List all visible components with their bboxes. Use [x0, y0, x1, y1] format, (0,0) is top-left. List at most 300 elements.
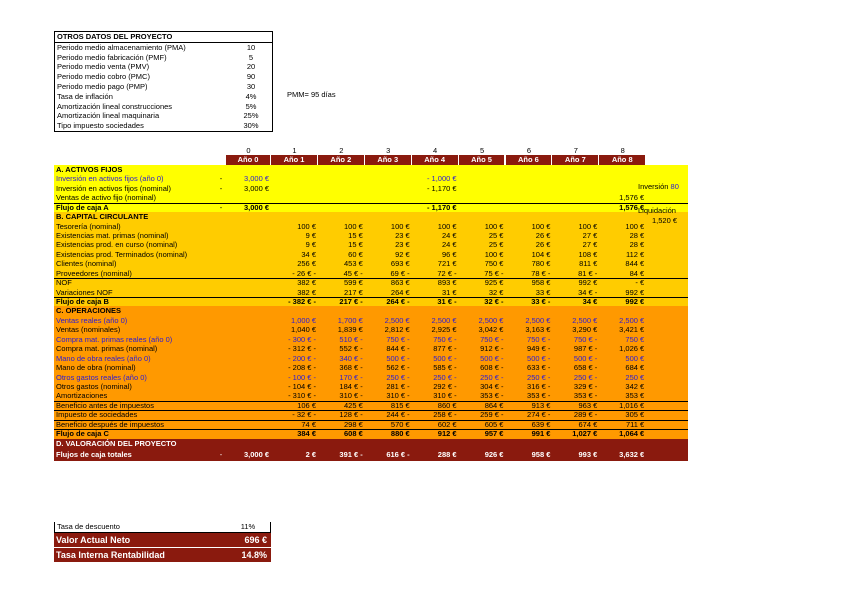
table-row [54, 400, 645, 410]
row-value: 863 € [390, 278, 410, 288]
row-value: 23 € [395, 240, 410, 250]
row-value: 25 € [488, 230, 504, 240]
row-value [506, 212, 553, 221]
row-sign: - [219, 202, 223, 212]
side-liquidacion-value: 1,520 € [652, 216, 678, 225]
header-number: 6 [526, 146, 532, 155]
row-value [506, 203, 553, 212]
row-value: 500 € - [433, 353, 457, 363]
other-data-label: Tipo impuesto sociedades [57, 121, 144, 131]
row-value: - € [635, 278, 645, 288]
row-value: 608 € - [480, 363, 504, 373]
row-value: 288 € [437, 450, 457, 459]
row-value: 259 € - [480, 410, 504, 420]
row-value: 32 € [488, 287, 504, 297]
other-data-label: Periodo medio almacenamiento (PMA) [57, 42, 186, 52]
row-value: 844 € [625, 259, 645, 269]
header-number: 2 [339, 146, 344, 155]
row-value: 992 € [625, 297, 645, 306]
row-value [271, 174, 318, 183]
row-value: 608 € [344, 429, 363, 439]
row-value [226, 288, 271, 297]
row-sign: - [219, 174, 223, 184]
row-value: 34 € [582, 297, 598, 306]
row-value [226, 439, 271, 448]
row-value: 26 € [535, 230, 551, 240]
header-number: 4 [433, 146, 438, 155]
row-value: 368 € - [339, 363, 363, 373]
row-value: 353 € [625, 391, 645, 401]
row-value: 250 € - [433, 372, 457, 382]
row-value: 1,016 € [619, 400, 645, 410]
row-value [552, 306, 599, 315]
row-value: 27 € [582, 240, 598, 250]
row-label: D. VALORACIÓN DEL PROYECTO [56, 438, 177, 448]
row-value [506, 193, 553, 202]
row-value: 24 € [441, 240, 457, 250]
other-data-label: Amortización lineal construcciones [57, 101, 173, 111]
row-value [506, 439, 553, 448]
header-number: 8 [620, 146, 625, 155]
row-value: 281 € - [386, 381, 410, 391]
row-value [365, 174, 412, 183]
row-value [552, 193, 599, 202]
row-label: Ventas reales (año 0) [56, 315, 128, 325]
row-value: 3,042 € [478, 325, 504, 335]
other-data-value: 5% [245, 101, 257, 111]
row-value: 912 € [437, 429, 457, 439]
row-label: Otros gastos reales (año 0) [56, 372, 147, 382]
row-label: Compra mat. primas reales (año 0) [56, 334, 173, 344]
row-value: 599 € [344, 278, 363, 288]
side-inversion [638, 182, 679, 191]
row-value [412, 165, 459, 174]
row-value [226, 344, 271, 353]
table-row [54, 165, 634, 174]
row-value: 342 € [625, 381, 645, 391]
row-value: 391 € - [339, 450, 363, 459]
row-value: 425 € [344, 400, 363, 410]
row-value [271, 306, 318, 315]
row-value [552, 165, 599, 174]
table-row [54, 174, 634, 183]
row-value: 106 € [297, 400, 316, 410]
row-label: Ventas (nominales) [56, 325, 121, 335]
row-value [226, 429, 271, 438]
row-value: 184 € - [339, 381, 363, 391]
row-value: 711 € [625, 419, 645, 429]
van-label: Valor Actual Neto [56, 534, 131, 545]
table-row [54, 334, 645, 344]
row-value [226, 165, 271, 174]
row-label: Flujo de caja C [56, 429, 109, 439]
row-value [506, 306, 553, 315]
table-row [54, 315, 645, 325]
row-value: 2 € [305, 450, 316, 459]
row-label: Flujos de caja totales [56, 450, 132, 459]
row-value: 305 € [625, 410, 645, 420]
row-value: 815 € [390, 400, 410, 410]
row-value [365, 193, 412, 202]
row-value: 27 € [582, 230, 598, 240]
table-row [54, 230, 645, 240]
other-data-row [55, 102, 272, 112]
other-data-row [55, 92, 272, 102]
other-data-value: 10 [246, 42, 256, 52]
other-data-label: Periodo medio venta (PMV) [57, 62, 150, 72]
row-value: 28 € [629, 230, 645, 240]
row-value: 880 € [390, 429, 410, 439]
row-value [412, 439, 459, 448]
row-value: 112 € [625, 249, 645, 259]
table-row [54, 439, 634, 448]
header-year: Año 5 [459, 155, 505, 164]
row-value: 811 € [579, 259, 598, 269]
row-label: Flujo de caja A [56, 202, 109, 212]
header-year: Año 0 [226, 155, 270, 164]
row-value: 750 € - [480, 334, 504, 344]
other-data-label: Periodo medio fabricación (PMF) [57, 52, 167, 62]
other-data-value: 30% [243, 121, 259, 131]
row-value [318, 306, 365, 315]
row-value: 250 € - [573, 372, 598, 382]
row-value: 310 € - [339, 391, 363, 401]
row-value: 2,500 € [572, 315, 598, 325]
row-label: Clientes (nominal) [56, 259, 117, 269]
row-value: - 208 € - [288, 363, 316, 373]
row-value: - 32 € - [292, 410, 316, 420]
row-value: 250 € - [480, 372, 504, 382]
table-row [54, 372, 645, 382]
discount-value: 11% [240, 522, 256, 531]
row-label: A. ACTIVOS FIJOS [56, 164, 123, 174]
row-value: 250 € [625, 372, 645, 382]
row-value: 100 € [484, 249, 504, 259]
row-value: 33 € [535, 287, 551, 297]
row-value: 3,000 € [243, 450, 269, 459]
row-value: 2,500 € [525, 315, 551, 325]
row-value: 684 € [625, 363, 645, 373]
row-value [459, 212, 506, 221]
row-value [459, 203, 506, 212]
row-value [226, 354, 271, 363]
row-value: 500 € - [573, 353, 598, 363]
other-data-label: Amortización lineal maquinaria [57, 111, 160, 121]
row-value: 992 € [578, 278, 598, 288]
table-row [54, 410, 645, 420]
header-year: Año 2 [318, 155, 364, 164]
row-value: 316 € - [527, 381, 551, 391]
row-value [318, 212, 365, 221]
row-value: 353 € - [573, 391, 598, 401]
row-value: 100 € [390, 221, 410, 231]
van-row [54, 533, 271, 547]
side-inversion-label: Inversión [638, 182, 669, 191]
other-data-label: Periodo medio cobro (PMC) [57, 72, 150, 82]
row-value: 1,700 € [337, 315, 363, 325]
row-value [365, 439, 412, 448]
row-value: 500 € - [386, 353, 410, 363]
row-value: 750 € [625, 334, 645, 344]
row-value: 329 € - [573, 381, 598, 391]
other-data-row [55, 62, 272, 72]
row-value: 84 € [629, 268, 645, 278]
row-value: 1,064 € [619, 429, 645, 439]
table-row [54, 344, 645, 354]
row-label: Existencias prod. Terminados (nominal) [56, 249, 188, 259]
other-data-box [54, 31, 273, 132]
other-data-row [55, 121, 272, 131]
row-value: 74 € [301, 419, 316, 429]
row-value [226, 420, 271, 429]
table-row [54, 278, 645, 288]
row-value: 926 € [484, 450, 504, 459]
row-label: Beneficio antes de impuestos [56, 400, 154, 410]
row-value: 9 € [305, 230, 316, 240]
row-value: 100 € [297, 221, 316, 231]
row-value [318, 193, 365, 202]
row-value: 2,925 € [431, 325, 457, 335]
row-value: 264 € [390, 287, 410, 297]
row-value: 912 € - [480, 344, 504, 354]
row-value: 100 € [484, 221, 504, 231]
row-value: 104 € [531, 249, 551, 259]
row-value: 32 € - [484, 297, 504, 306]
row-value [226, 278, 271, 287]
row-value: - 300 € - [288, 334, 316, 344]
row-value: 877 € - [433, 344, 457, 354]
row-value: 26 € [535, 240, 551, 250]
tir-label: Tasa Interna Rentabilidad [56, 549, 165, 560]
row-value: 45 € - [343, 268, 363, 278]
row-value: 108 € [578, 249, 598, 259]
row-value: 3,000 € [243, 174, 269, 184]
row-value: 750 € - [527, 334, 551, 344]
row-value: 100 € [578, 221, 598, 231]
row-value [365, 306, 412, 315]
other-data-value: 90 [246, 72, 256, 82]
row-value: 289 € - [573, 410, 598, 420]
row-label: Flujo de caja B [56, 297, 109, 306]
row-value: 78 € - [531, 268, 551, 278]
row-label: Existencias prod. en curso (nominal) [56, 240, 178, 250]
row-value: 987 € - [573, 344, 598, 354]
header-year: Año 1 [271, 155, 317, 164]
row-value [226, 231, 271, 240]
row-value: 15 € [348, 230, 363, 240]
row-label: Beneficio después de impuestos [56, 419, 164, 429]
header-number-row [54, 146, 634, 155]
table-row [54, 448, 645, 461]
row-value: - 104 € - [288, 381, 316, 391]
row-label: Inversión en activos fijos (año 0) [56, 174, 164, 184]
table-row [54, 221, 645, 231]
row-value: 100 € [344, 221, 363, 231]
other-data-title: OTROS DATOS DEL PROYECTO [55, 32, 272, 43]
row-value: 15 € [348, 240, 363, 250]
row-value [412, 212, 459, 221]
row-value [226, 250, 271, 259]
header-number: 1 [292, 146, 297, 155]
header-number: 0 [246, 146, 251, 155]
other-data-value: 20 [246, 62, 256, 72]
other-data-value: 30 [246, 81, 256, 91]
other-data-row [55, 82, 272, 92]
row-value: 500 € - [527, 353, 551, 363]
row-value: 31 € [441, 287, 457, 297]
header-year: Año 4 [412, 155, 458, 164]
row-value: 992 € [625, 287, 645, 297]
other-data-value: 25% [243, 111, 259, 121]
tir-row [54, 547, 271, 562]
pmm-note: PMM= 95 días [287, 90, 336, 99]
row-value: 34 € [301, 249, 316, 259]
tir-value: 14.8% [241, 549, 267, 560]
row-value [226, 297, 271, 306]
row-value [599, 439, 646, 448]
row-value [459, 439, 506, 448]
row-value: 310 € - [433, 391, 457, 401]
row-value: 382 € [297, 287, 316, 297]
row-value: - 310 € - [288, 391, 316, 401]
row-label: Mano de obra reales (año 0) [56, 353, 151, 363]
row-value: 957 € [484, 429, 504, 439]
table-row [54, 325, 645, 335]
row-value [271, 439, 318, 448]
row-value: 244 € - [386, 410, 410, 420]
row-value: 721 € [437, 259, 457, 269]
row-value [506, 165, 553, 174]
row-value [459, 165, 506, 174]
row-value: 25 € [488, 240, 504, 250]
row-value: 570 € [390, 419, 410, 429]
row-value: 384 € [297, 429, 316, 439]
other-data-label: Tasa de inflación [57, 91, 113, 101]
row-value [318, 165, 365, 174]
row-label: B. CAPITAL CIRCULANTE [56, 212, 149, 222]
row-value: 28 € [629, 240, 645, 250]
row-value: 96 € [441, 249, 457, 259]
row-value: 353 € - [480, 391, 504, 401]
valuation-block [54, 522, 271, 562]
table-row [54, 429, 645, 439]
row-label: Variaciones NOF [56, 287, 113, 297]
row-value: 1,839 € [337, 325, 363, 335]
row-label: Impuesto de sociedades [56, 410, 138, 420]
row-value [318, 439, 365, 448]
row-value: - 312 € - [288, 344, 316, 354]
row-value: 217 € [344, 287, 363, 297]
row-value: 693 € [390, 259, 410, 269]
row-value: 552 € - [339, 344, 363, 354]
row-value: 453 € [344, 259, 363, 269]
row-value [365, 203, 412, 212]
row-value [552, 203, 599, 212]
table-row [54, 287, 645, 297]
side-inversion-value: 80 [670, 182, 679, 191]
row-label: Otros gastos (nominal) [56, 381, 132, 391]
row-value [271, 212, 318, 221]
table-row [54, 381, 645, 391]
header-year-row [54, 155, 634, 164]
row-value [226, 382, 271, 391]
project-table [54, 146, 645, 461]
row-value: 353 € - [527, 391, 551, 401]
row-value [226, 401, 271, 410]
row-value: 264 € - [386, 297, 410, 306]
header-number: 3 [386, 146, 391, 155]
other-data-row [55, 72, 272, 82]
row-value [226, 325, 271, 334]
row-value [271, 165, 318, 174]
row-value: 2,500 € [431, 315, 457, 325]
row-value: 633 € - [527, 363, 551, 373]
row-value [226, 193, 271, 202]
row-value: 382 € [297, 278, 316, 288]
other-data-value: 5 [248, 52, 254, 62]
row-value [226, 222, 271, 231]
row-value: 510 € - [339, 334, 363, 344]
row-value: 913 € [531, 400, 551, 410]
table-row [54, 419, 645, 429]
row-value: 780 € [531, 259, 551, 269]
row-value: - 1,000 € [426, 174, 457, 184]
row-label: Mano de obra (nominal) [56, 363, 136, 373]
row-value: 750 € - [386, 334, 410, 344]
row-value [318, 203, 365, 212]
row-label: NOF [56, 278, 72, 288]
row-value: 639 € [531, 419, 551, 429]
row-value: 256 € [297, 259, 316, 269]
row-value: 298 € [344, 419, 363, 429]
row-value: 217 € - [339, 297, 363, 306]
row-value: 500 € - [480, 353, 504, 363]
row-value: 3,000 € [243, 202, 269, 212]
table-row [54, 202, 645, 212]
row-value [506, 184, 553, 193]
row-value: 750 € [484, 259, 504, 269]
row-value [318, 184, 365, 193]
row-value: 9 € [305, 240, 316, 250]
row-value [226, 391, 271, 400]
header-year: Año 8 [599, 155, 645, 164]
row-value: - 200 € - [288, 353, 316, 363]
row-label: Existencias mat. primas (nominal) [56, 230, 169, 240]
table-row [54, 353, 645, 363]
other-data-row [55, 43, 272, 53]
header-number: 7 [573, 146, 578, 155]
row-value [271, 203, 318, 212]
row-value: 844 € - [386, 344, 410, 354]
row-value [459, 174, 506, 183]
row-value: 993 € [578, 450, 598, 459]
row-value: - 100 € - [288, 372, 316, 382]
table-row [54, 268, 645, 278]
row-value: 292 € - [433, 381, 457, 391]
row-value: 1,027 € [572, 429, 598, 439]
row-value: 128 € - [339, 410, 363, 420]
row-value: 2,500 € [384, 315, 410, 325]
row-value: 81 € - [578, 268, 598, 278]
row-value: 750 € - [433, 334, 457, 344]
row-value: 750 € - [573, 334, 598, 344]
row-value: 258 € - [433, 410, 457, 420]
row-value [365, 184, 412, 193]
row-value: 72 € - [437, 268, 457, 278]
header-number: 5 [479, 146, 485, 155]
row-value: 33 € - [531, 297, 551, 306]
row-value [506, 174, 553, 183]
